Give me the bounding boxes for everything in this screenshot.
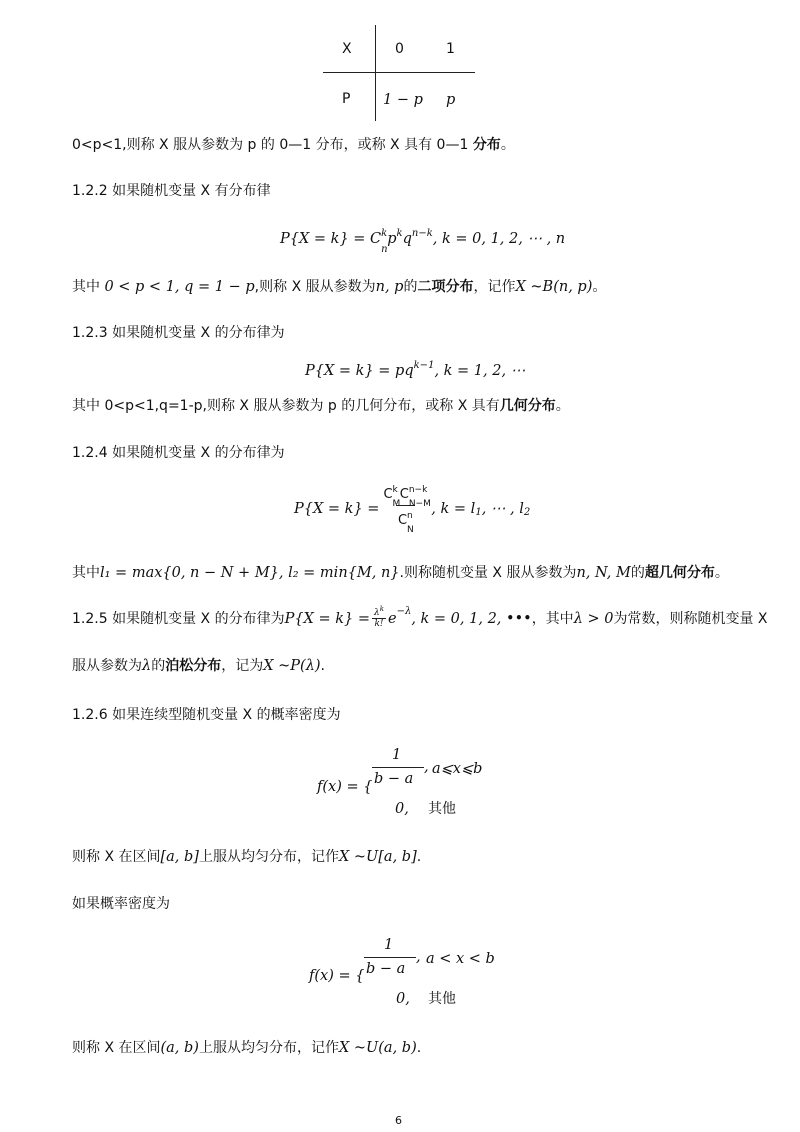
bernoulli-end: 。 [500,137,515,153]
uniform-heading: 1.2.6 如果连续型随机变量 X 的概率密度为 [72,707,341,723]
uniform-f2-zero: 0, [396,991,410,1007]
hypergeometric-numerator [381,485,431,509]
binomial-desc-mid2: 的 [403,279,418,295]
poisson-line-2 [72,657,325,675]
geometric-formula [305,362,525,382]
geometric-formula-rhs: , k = 1, 2, ⋯ [434,363,526,379]
hypergeometric-bold-term: 超几何分布 [644,565,715,581]
binomial-desc-math2: n, p [375,279,404,295]
hypergeometric-formula-mid: , ⋯ , l [481,500,524,517]
uniform-f1-condition: a⩽x⩽b [432,761,483,777]
uniform-f2-den: b − a [366,961,406,977]
hypergeometric-l2-sub: 2 [523,506,531,518]
uniform-desc2-end: . [416,1040,422,1056]
uniform-f1-den: b − a [374,771,414,787]
binomial-formula-rhs: , k = 0, 1, 2, ⋯ , n [432,231,566,247]
bernoulli-description [72,136,515,154]
uniform-f2-comma: , [416,949,421,965]
bernoulli-bold-term: 分布 [472,137,501,153]
uniform-f1-num: 1 [392,747,402,763]
binomial-p: p [387,231,397,247]
uniform-f1-else: 其他 [428,801,456,817]
num-c1: C [383,487,393,502]
poisson-line1-math: λ > 0 [573,610,614,627]
binomial-desc-mid3: ，记作 [473,279,516,295]
table-header-val0: 0 [395,41,404,57]
geometric-heading: 1.2.3 如果随机变量 X 的分布律为 [72,325,285,341]
poisson-frac-num [372,605,386,618]
table-row-var: P [342,91,351,107]
poisson-line-1 [72,605,768,629]
num-c1-sup: k [392,485,398,495]
hypergeometric-desc-pre: 其中 [72,565,100,581]
poisson-line2-pre: 服从参数为 [72,658,142,674]
poisson-formula-e: e [388,610,397,627]
binomial-heading: 1.2.2 如果随机变量 X 有分布律 [72,183,271,199]
uniform-f2-else: 其他 [428,991,456,1007]
uniform-description-open [72,1039,421,1057]
uniform-mid-text: 如果概率密度为 [72,896,170,912]
poisson-formula-lhs: P{X = k} = [284,610,371,627]
poisson-line1-pre: 1.2.5 如果随机变量 X 的分布律为 [72,610,285,627]
binomial-c-sup: k [381,228,388,239]
uniform-desc1-pre: 则称 X 在区间 [72,849,161,865]
binomial-desc-pre: 其中 [72,279,105,295]
hypergeometric-desc-math2: n, N, M [576,565,631,581]
den-c: C [397,513,408,528]
poisson-fraction [372,605,386,629]
poisson-line1-mid: ，其中 [531,610,574,627]
binomial-q-sup: n−k [411,228,433,239]
table-horizontal-rule [323,72,475,73]
binomial-formula-lhs: P{X = k} = C [280,231,382,247]
hypergeometric-formula-rhs: , k = l [431,500,476,517]
uniform-desc1-math2: X ~U[a, b] [338,849,417,865]
bernoulli-text: 0<p<1,则称 X 服从参数为 p 的 0—1 分布，或称 X 具有 0—1 [72,137,473,153]
table-header-var: X [342,41,352,57]
hypergeometric-heading: 1.2.4 如果随机变量 X 的分布律为 [72,445,285,461]
geometric-description [72,397,570,415]
den-c-sup: n [407,511,413,521]
uniform-f2-num: 1 [384,937,394,953]
table-vertical-rule [375,25,376,121]
binomial-desc-end: 。 [592,279,607,295]
poisson-line2-mid: 的 [151,658,166,674]
page-number: 6 [395,1114,402,1127]
binomial-formula [280,228,566,255]
binomial-desc-math3: X ~B(n, p) [515,279,593,295]
num-c1-sub: M [392,499,401,509]
uniform-desc2-math: (a, b) [160,1040,199,1056]
poisson-line2-end: . [320,658,325,674]
uniform-description-closed [72,848,421,866]
hypergeometric-desc-end: 。 [714,565,729,581]
binomial-bold-term: 二项分布 [417,279,474,295]
poisson-e-sup: −λ [396,605,412,617]
poisson-formula-rhs: , k = 0, 1, 2, ••• [411,610,532,627]
poisson-frac-num-base: λ [374,608,380,618]
binomial-c-sub: n [381,244,388,255]
uniform-f1-fraction-bar [372,767,424,768]
num-c2-sup: n−k [408,485,428,495]
geometric-q-sup: k−1 [413,360,435,371]
uniform-desc2-pre: 则称 X 在区间 [72,1040,161,1056]
poisson-bold-term: 泊松分布 [165,658,222,674]
hypergeometric-desc-mid2: 的 [630,565,645,581]
binomial-desc-math1: 0 < p < 1, q = 1 − p [104,279,255,295]
poisson-line1-end: 为常数，则称随机变量 X [613,610,768,627]
uniform-desc1-math: [a, b] [160,849,199,865]
hypergeometric-formula [294,485,531,535]
binomial-q: q [402,231,412,247]
hypergeometric-formula-lhs: P{X = k} = [294,500,380,517]
poisson-line2-math2: X ~P(λ) [263,658,321,674]
uniform-desc2-math2: X ~U(a, b) [338,1040,417,1056]
geometric-desc-pre: 其中 0<p<1,q=1-p,则称 X 服从参数为 p 的几何分布，或称 X 具有 [72,398,500,414]
geometric-bold-term: 几何分布 [499,398,556,414]
uniform-desc1-end: . [416,849,422,865]
num-c2-sub: N−M [408,499,431,509]
poisson-line2-mid2: ，记为 [221,658,264,674]
uniform-f1-lhs: f(x) = { [317,779,373,795]
binomial-p-sup: k [396,228,403,239]
table-row-val1: p [446,92,456,108]
geometric-formula-lhs: P{X = k} = pq [305,363,414,379]
uniform-f2-condition: a < x < b [426,951,495,967]
table-header-val1: 1 [446,41,455,57]
den-c-sub: N [407,525,414,535]
poisson-line2-math: λ [142,658,152,674]
hypergeometric-desc-mid: .则称随机变量 X 服从参数为 [399,565,577,581]
uniform-f1-zero: 0, [395,801,409,817]
table-row-val0: 1 − p [383,92,423,108]
poisson-frac-den: k! [374,619,384,629]
uniform-f2-lhs: f(x) = { [309,968,365,984]
hypergeometric-desc-math: l₁ = max{0, n − N + M}, l₂ = min{M, n} [100,565,400,581]
num-c2: C [399,487,409,502]
binomial-description [72,278,606,296]
uniform-f1-comma: , [424,759,429,775]
uniform-f2-fraction-bar [364,957,416,958]
poisson-frac-num-sup: k [379,605,384,613]
binomial-desc-mid: ,则称 X 服从参数为 [254,279,376,295]
hypergeometric-fraction [381,485,431,535]
hypergeometric-description [72,564,729,582]
geometric-desc-end: 。 [555,398,570,414]
uniform-desc1-mid: 上服从均匀分布，记作 [198,849,339,865]
hypergeometric-l1-sub: 1 [475,506,482,518]
uniform-desc2-mid: 上服从均匀分布，记作 [198,1040,339,1056]
